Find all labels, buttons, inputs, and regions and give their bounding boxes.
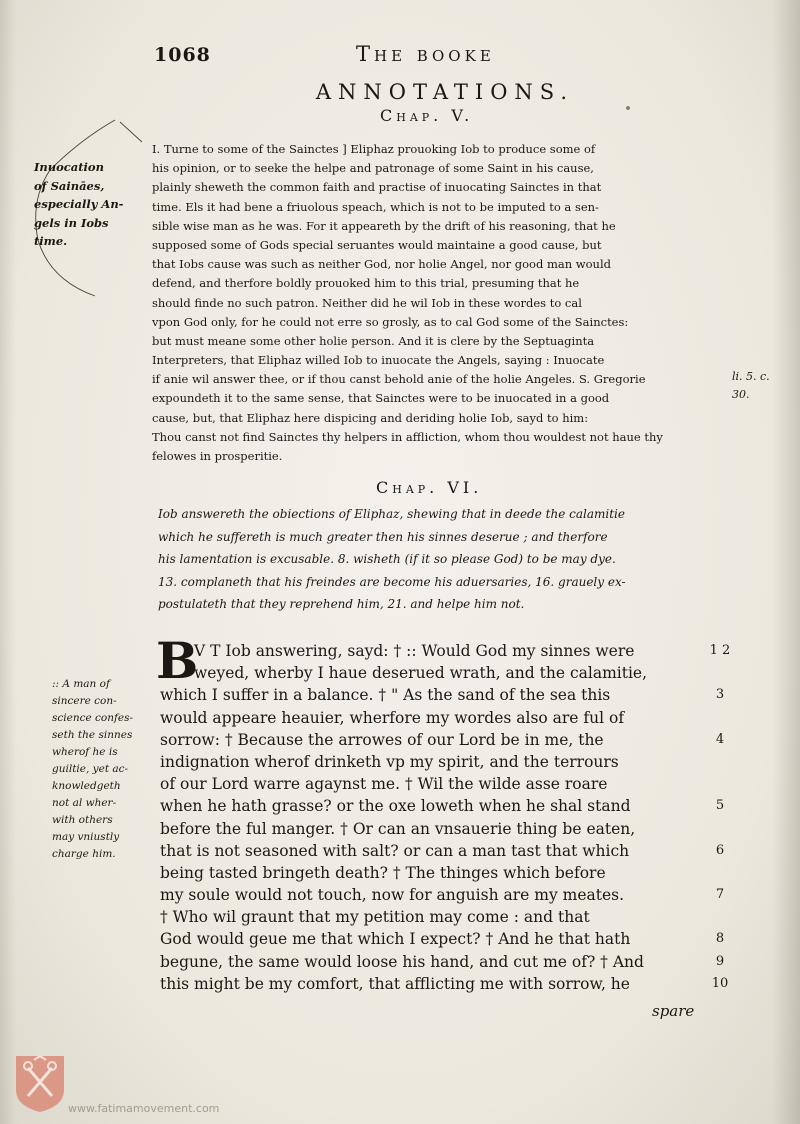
verse-number-column: [700, 640, 740, 995]
margin-note-line: with others: [52, 814, 113, 826]
chapter-6-verse-text: [160, 640, 720, 995]
verse-line: begune, the same would loose his hand, and cut me of? † And: [160, 952, 644, 971]
verse-number: [700, 751, 740, 773]
citation-reference: [732, 368, 770, 404]
annotation-line: vpon God only, for he could not erre so grosly, as to cal God some of the Sainctes:: [152, 314, 629, 329]
page-number: 1068: [154, 44, 211, 66]
verse-number: 1 2: [709, 643, 731, 658]
verse-line: weyed, wherby I haue deserued wrath, and the calamitie,: [194, 664, 648, 683]
annotation-line: cause, but, that Eliphaz here dispicing and deriding holie Iob, sayd to him:: [152, 410, 589, 425]
margin-note-line: Inuocation: [34, 160, 104, 174]
margin-note-line: seth the sinnes: [52, 729, 133, 741]
verse-number: 7: [715, 887, 725, 903]
margin-note-line: gels in Iobs: [34, 215, 109, 230]
annotation-line: I. Turne to some of the Sainctes ] Eliphaz prouoking Iob to produce some of: [152, 142, 596, 156]
citation-line: 30.: [732, 388, 750, 401]
annotation-line: his opinion, or to seeke the helpe and patronage of some Saint in his cause,: [152, 161, 594, 176]
annotation-line: time. Els it had bene a friuolous speach, which is not to be imputed to a sen-: [152, 199, 599, 214]
annotation-line: felowes in prosperitie.: [152, 449, 283, 463]
summary-line: his lamentation is excusable. 8. wisheth (if it so please God) to be may dye.: [158, 552, 616, 566]
verse-line: before the ful manger. † Or can an vnsauerie thing be eaten,: [160, 819, 636, 838]
verse-line: this might be my comfort, that afflicting me with sorrow, he: [160, 974, 630, 993]
summary-line: 13. complaneth that his freindes are become his aduersaries, 16. grauely ex-: [158, 574, 626, 589]
margin-note-line: knowledgeth: [52, 780, 121, 792]
chapter-5-title: Chap. V.: [380, 106, 474, 125]
verse-line: indignation wherof drinketh vp my spirit, and the terrours: [160, 752, 619, 771]
margin-note-line: wherof he is: [52, 746, 118, 758]
citation-line: li. 5. c.: [732, 370, 770, 383]
margin-note-invocation: [34, 158, 144, 251]
annotation-line: supposed some of Gods special seruantes would maintaine a good cause, but: [152, 237, 602, 252]
annotation-line: plainly sheweth the common faith and practise of inuocating Sainctes in that: [152, 180, 602, 195]
verse-line: sorrow: † Because the arrowes of our Lord be in me, the: [160, 730, 604, 749]
verse-number: 3: [715, 687, 725, 703]
verse-number: [700, 906, 740, 928]
annotation-line: Thou canst not find Sainctes thy helpers in affliction, whom thou wouldest not haue thy: [152, 429, 663, 444]
annotation-line: if anie wil answer thee, or if thou canst behold anie of the holie Angeles. S. Gregorie: [152, 372, 646, 387]
verse-line: † Who wil graunt that my petition may come : and that: [160, 908, 590, 927]
margin-note-line: not al wher-: [52, 797, 117, 809]
annotation-line: should finde no such patron. Neither did he wil Iob in these wordes to cal: [152, 295, 582, 310]
margin-note-line: sincere con-: [52, 695, 117, 707]
verse-line: when he hath grasse? or the oxe loweth when he shal stand: [160, 797, 631, 816]
verse-line: my soule would not touch, now for anguish are my meates.: [160, 886, 625, 905]
running-head: The booke: [356, 42, 495, 66]
margin-note-line: especially An-: [34, 197, 124, 211]
verse-line: V T Iob answering, sayd: † :: Would God my sinnes were: [194, 642, 635, 660]
ink-speck: [626, 106, 630, 110]
verse-number: 5: [715, 798, 725, 814]
chapter-6-title: Chap. VI.: [376, 478, 483, 497]
verse-number: [700, 707, 740, 729]
annotation-line: sible wise man as he was. For it appeareth by the drift of his reasoning, that he: [152, 218, 616, 233]
verse-number: 10: [711, 975, 729, 991]
summary-line: which he suffereth is much greater then his sinnes deserue ; and therfore: [158, 529, 608, 544]
verse-line: of our Lord warre agaynst me. † Wil the wilde asse roare: [160, 775, 608, 794]
verse-number: [700, 818, 740, 840]
margin-note-line: may vniustly: [52, 831, 120, 843]
verse-line: God would geue me that which I expect? † And he that hath: [160, 930, 631, 949]
margin-note-sincere-conscience: [52, 676, 152, 863]
page-edge-shadow-left: [0, 0, 16, 1124]
papal-keys-seal-icon: [12, 1052, 68, 1114]
verse-number: 8: [715, 931, 725, 947]
margin-note-line: of Saināes,: [34, 178, 105, 193]
verse-number: 6: [715, 842, 725, 858]
verse-number: [700, 662, 740, 684]
verse-line: would appeare heauier, wherfore my wordes also are ful of: [160, 708, 625, 727]
verse-number: 9: [715, 953, 725, 969]
summary-line: postulateth that they reprehend him, 21. and helpe him not.: [158, 597, 525, 611]
annotation-line: expoundeth it to the same sense, that Sainctes were to be inuocated in a good: [152, 391, 610, 406]
margin-note-line: guiltie, yet ac-: [52, 763, 129, 775]
summary-line: Iob answereth the obiections of Eliphaz, shewing that in deede the calamitie: [158, 507, 625, 521]
verse-number: [700, 773, 740, 795]
annotation-line: that Iobs cause was such as neither God, nor holie Angel, nor good man would: [152, 257, 611, 272]
verse-line: which I suffer in a balance. † " As the sand of the sea this: [160, 686, 611, 705]
section-title: ANNOTATIONS.: [315, 80, 575, 104]
margin-note-line: :: A man of: [52, 678, 110, 690]
annotation-body: [152, 140, 758, 466]
annotation-line: but must meane some other holie person. And it is clere by the Septuaginta: [152, 333, 595, 348]
chapter-6-summary: [158, 503, 758, 616]
margin-note-line: science confes-: [52, 712, 134, 724]
verse-number: [700, 862, 740, 884]
watermark-url: www.fatimamovement.com: [68, 1102, 220, 1115]
annotation-line: defend, and therfore boldly prouoked him to this trial, presuming that he: [152, 276, 580, 291]
catchword: spare: [652, 1002, 695, 1020]
verse-line: that is not seasoned with salt? or can a man tast that which: [160, 841, 630, 860]
drop-cap-initial: B: [156, 631, 199, 690]
verse-number: 4: [715, 731, 725, 747]
margin-note-line: charge him.: [52, 848, 116, 860]
annotation-line: Interpreters, that Eliphaz willed Iob to inuocate the Angels, saying : Inuocate: [152, 353, 605, 368]
margin-note-line: time.: [34, 234, 68, 248]
verse-line: being tasted bringeth death? † The thinges which before: [160, 863, 606, 882]
page-edge-shadow-right: [772, 0, 800, 1124]
